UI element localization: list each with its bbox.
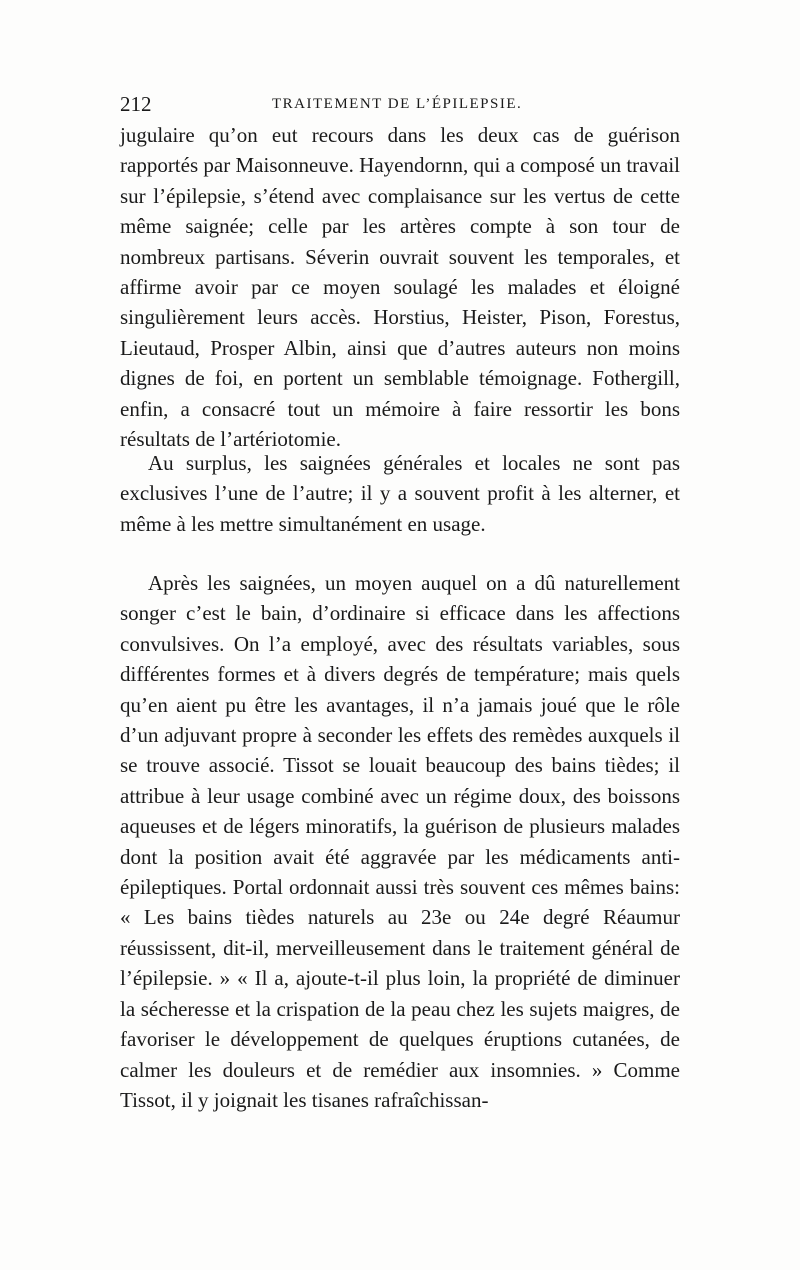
running-title: TRAITEMENT DE L’ÉPILEPSIE. <box>272 96 523 112</box>
paragraph-baths <box>120 568 680 1115</box>
paragraph-text: Après les saignées, un moyen auquel on a dû naturellement songer c’est le bain, d’ordinaire si efficace dans les affections convulsives. On l’a employé, avec des résultats variables, sous différentes formes et à divers degrés de température; mais quels qu’en aient pu être les avantages, il n’a jamais joué que le rôle d’un adjuvant propre à seconder les effets des remèdes auxquels il se trouve associé. Tissot se louait beaucoup des bains tièdes; il attribue à leur usage combiné avec un régime doux, des boissons aqueuses et de légers minoratifs, la guérison de plusieurs malades dont la position avait été aggravée par les médicaments anti-épileptiques. Portal ordonnait aussi très souvent ces mêmes bains: « Les bains tièdes naturels au 23e ou 24e degré Réaumur réussissent, dit-il, merveilleusement dans le traitement général de l’épilepsie. » « Il a, ajoute-t-il plus loin, la propriété de diminuer la sécheresse et la crispation de la peau chez les sujets maigres, de favoriser le développement de quelques éruptions cutanées, de calmer les douleurs et de remédier aux insomnies. » Comme Tissot, il y joignait les tisanes rafraîchissan- <box>120 571 680 1112</box>
paragraph-text: jugulaire qu’on eut recours dans les deux cas de guérison rapportés par Maisonneuve. Hayendornn, qui a composé un travail sur l’épilepsie, s’étend avec complaisance sur les vertus de cette même saignée; celle par les artères compte à son tour de nombreux partisans. Séverin ouvrait souvent les temporales, et affirme avoir par ce moyen soulagé les malades et éloigné singulièrement leurs accès. Horstius, Heister, Pison, Forestus, Lieutaud, Prosper Albin, ainsi que d’autres auteurs non moins dignes de foi, en portent un semblable témoignage. Fothergill, enfin, a consacré tout un mémoire à faire ressortir les bons résultats de l’artériotomie. <box>120 123 680 452</box>
page-number: 212 <box>120 92 152 116</box>
paragraph-continued <box>120 120 680 454</box>
paragraph-bleedings <box>120 448 680 539</box>
running-head <box>120 92 680 120</box>
paragraph-text: Au surplus, les saignées générales et locales ne sont pas exclusives l’une de l’autre; il y a souvent profit à les alterner, et même à les mettre simultanément en usage. <box>120 451 680 536</box>
